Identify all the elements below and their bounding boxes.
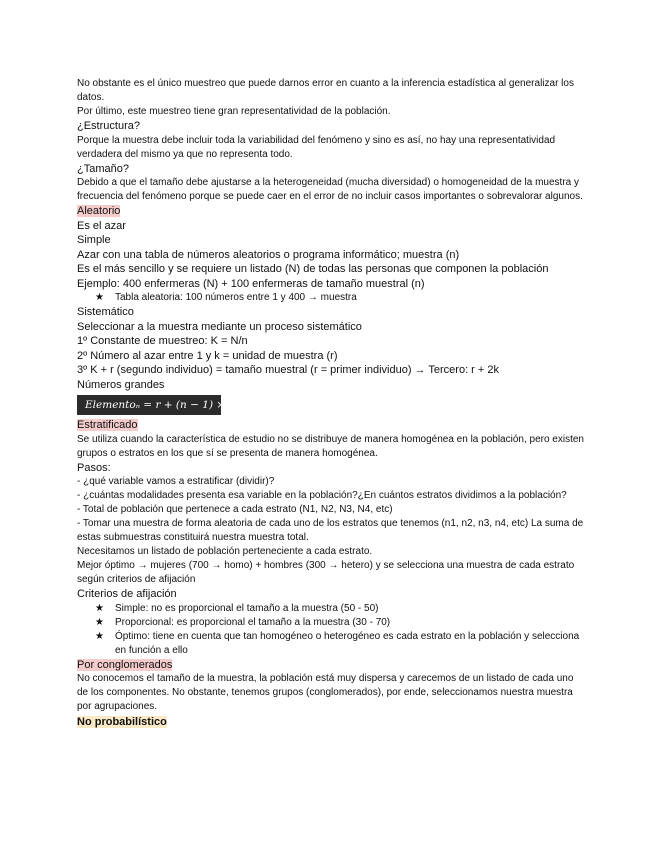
simple-bullet [77, 291, 585, 305]
pasos-label: Pasos: [77, 461, 111, 474]
estratificado-paragraph-1: Se utiliza cuando la característica de estudio no se distribuye de manera homogénea en la población, pero existen grupos o estratos en los que sí se presenta de manera homogénea. [77, 433, 584, 459]
heading-estratificado: Estratificado [77, 419, 138, 431]
estratificado-paragraph-3: Mejor óptimo → mujeres (700 → homo) + hombres (300 → hetero) y se selecciona una muestra de cada estrato según criterios de afijación [77, 560, 575, 585]
estratificado-paragraph-2: Necesitamos un listado de población perteneciente a cada estrato. [77, 546, 373, 557]
formula-image: Elementoₙ = r + (n − 1) × K [77, 395, 221, 415]
simple-bullet-text: Tabla aleatoria: 100 números entre 1 y 400 → muestra [115, 292, 357, 303]
subheading-simple: Simple [77, 234, 111, 246]
simple-line-3: Ejemplo: 400 enfermeras (N) + 100 enfermeras de tamaño muestral (n) [77, 277, 425, 290]
star-icon: ★ [95, 602, 104, 614]
sistematico-line-4: 3º K + r (segundo individuo) = tamaño muestral (r = primer individuo) → Tercero: r + 2k [77, 364, 500, 376]
aleatorio-definition: Es el azar [77, 219, 126, 232]
heading-no-probabilistico: No probabilístico [77, 716, 167, 728]
star-icon: ★ [95, 292, 104, 303]
heading-aleatorio: Aleatorio [77, 205, 121, 217]
simple-line-1: Azar con una tabla de números aleatorios o programa informático; muestra (n) [77, 248, 460, 261]
criterios-label: Criterios de afijación [77, 588, 177, 600]
intro-paragraph-2: Por último, este muestreo tiene gran representatividad de la población. [77, 106, 391, 117]
question-estructura: ¿Estructura? [77, 120, 140, 132]
sistematico-line-3: 2º Número al azar entre 1 y k = unidad de muestra (r) [77, 349, 338, 362]
conglomerados-paragraph: No conocemos el tamaño de la muestra, la población está muy dispersa y carecemos de un listado de cada uno de los componentes. No obstante, tenemos grupos (conglomerados), por ende, seleccionamos nuestra muestra por agrupaciones. [77, 673, 574, 712]
paso-2: - ¿cuántas modalidades presenta esa variable en la población?¿En cuántos estratos dividimos a la población? [77, 490, 567, 501]
criterio-text: Proporcional: es proporcional el tamaño a la muestra (30 - 70) [115, 616, 391, 628]
criterio-text: Óptimo: tiene en cuenta que tan homogéneo o heterogéneo es cada estrato en la población y selecciona en función a ello [115, 630, 580, 656]
star-icon: ★ [95, 616, 104, 628]
criterio-bullet-optimo [77, 630, 585, 658]
criterio-bullet-simple [77, 602, 585, 616]
heading-conglomerados: Por conglomerados [77, 658, 173, 671]
intro-paragraph-4: Debido a que el tamaño debe ajustarse a la heterogeneidad (mucha diversidad) o homogeneidad de la muestra y frecuencia del fenómeno porque se puede caer en el error de no incluir casos importantes o sobrevalorar algunos. [77, 177, 583, 202]
criterio-text: Simple: no es proporcional el tamaño a la muestra (50 - 50) [115, 602, 379, 614]
paso-4: - Tomar una muestra de forma aleatoria de cada uno de los estratos que tenemos (n1, n2, n3, n4, etc) La suma de estas submuestras constituirá nuestra muestra total. [77, 518, 584, 543]
intro-paragraph-1: No obstante es el único muestreo que puede darnos error en cuanto a la inferencia estadística al generalizar los datos. [77, 78, 574, 103]
sistematico-line-1: Seleccionar a la muestra mediante un proceso sistemático [77, 320, 362, 333]
subheading-sistematico: Sistemático [77, 306, 134, 318]
paso-3: - Total de población que pertenece a cada estrato (N1, N2, N3, N4, etc) [77, 504, 393, 515]
simple-line-2: Es el más sencillo y se requiere un listado (N) de todas las personas que componen la población [77, 263, 549, 275]
sistematico-line-5: Números grandes [77, 378, 165, 391]
sistematico-line-2: 1º Constante de muestreo: K = N/n [77, 335, 248, 347]
star-icon: ★ [95, 630, 104, 642]
paso-1: - ¿qué variable vamos a estratificar (dividir)? [77, 476, 275, 487]
criterio-bullet-proporcional [77, 616, 585, 630]
question-tamano: ¿Tamaño? [77, 162, 129, 175]
intro-paragraph-3: Porque la muestra debe incluir toda la variabilidad del fenómeno y sino es así, no hay una representatividad verdadera del mismo ya que no representa todo. [77, 134, 556, 160]
